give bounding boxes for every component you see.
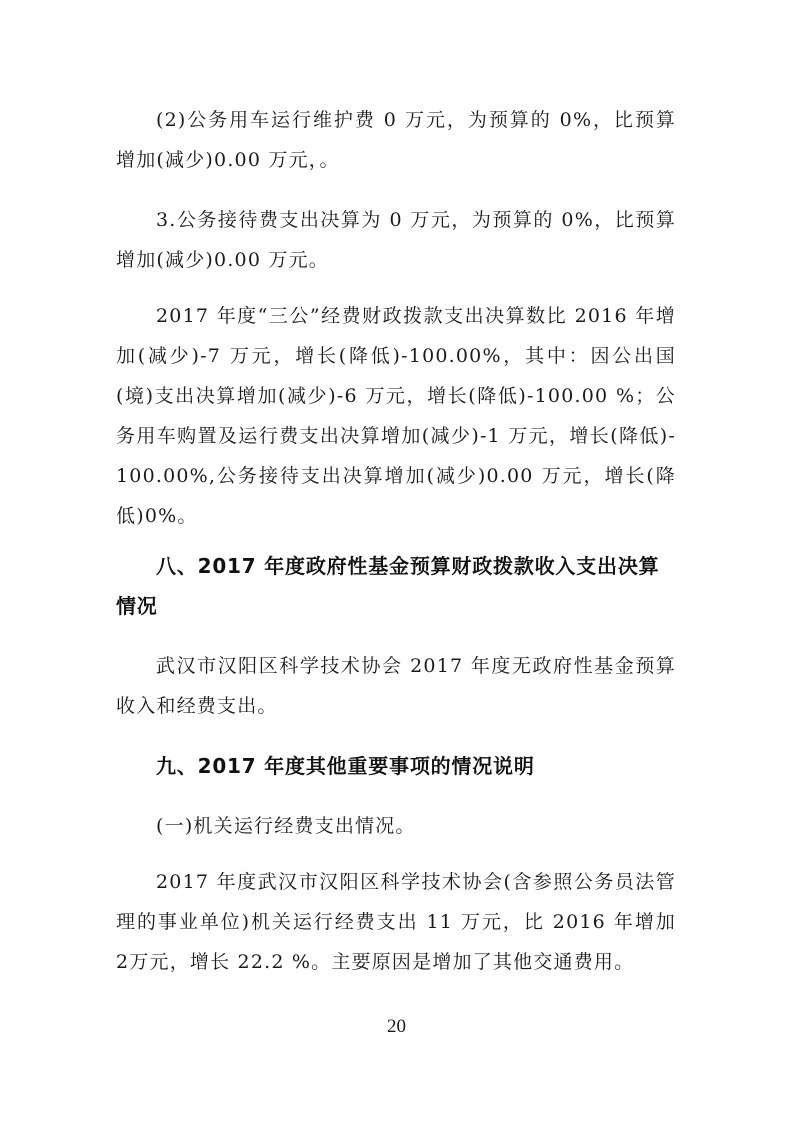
section-heading-other-matters: 九、2017 年度其他重要事项的情况说明 [156, 754, 535, 778]
paragraph-three-public-expenses: 2017 年度“三公”经费财政拨款支出决算数比 2016 年增加(减少)-7 万元，增长(降低)-100.00%，其中：因公出国(境)支出决算增加(减少)-6 万元，增长(降低)-100.00 %；公务用车购置及运行费支出决算增加(减少)-1 万元，增长(降低)-100.00%,公务接待支出决算增加(减少)0.00 万元，增长(降低)0%。 [116, 305, 676, 527]
subsection-title-operating-expenses: (一)机关运行经费支出情况。 [156, 815, 416, 837]
paragraph-government-funds: 武汉市汉阳区科学技术协会 2017 年度无政府性基金预算收入和经费支出。 [116, 655, 676, 717]
page-number: 20 [387, 1016, 406, 1037]
paragraph-reception-expense: 3.公务接待费支出决算为 0 万元，为预算的 0%，比预算增加(减少)0.00 万元。 [116, 209, 676, 271]
paragraph-vehicle-maintenance: (2)公务用车运行维护费 0 万元，为预算的 0%，比预算增加(减少)0.00 万元，。 [116, 109, 676, 171]
paragraph-operating-expenses: 2017 年度武汉市汉阳区科学技术协会(含参照公务员法管理的事业单位)机关运行经费支出 11 万元，比 2016 年增加 2万元，增长 22.2 %。主要原因是增加了其他交通费用。 [116, 871, 676, 973]
section-heading-government-funds: 八、2017 年度政府性基金预算财政拨款收入支出决算情况 [116, 554, 660, 618]
